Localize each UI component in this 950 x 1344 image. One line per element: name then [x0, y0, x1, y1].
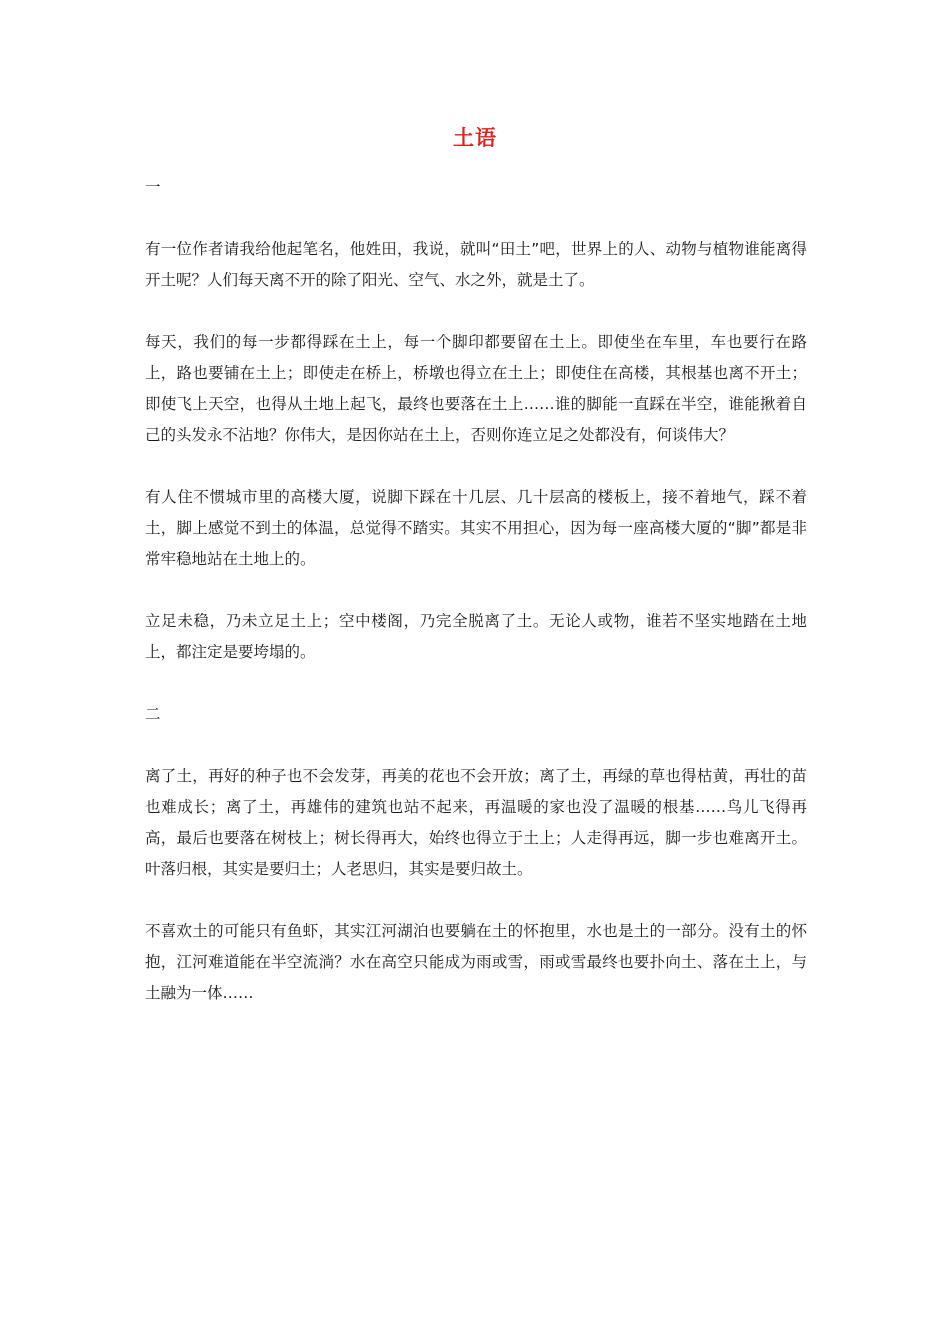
paragraph: 有一位作者请我给他起笔名，他姓田，我说，就叫“田土”吧，世界上的人、动物与植物谁能离得开土呢？人们每天离不开的除了阳光、空气、水之外，就是土了。: [145, 240, 807, 289]
paragraph: 不喜欢土的可能只有鱼虾，其实江河湖泊也要躺在土的怀抱里，水也是土的一部分。没有土的怀抱，江河难道能在半空流淌？水在高空只能成为雨或雪，雨或雪最终也要扑向土、落在土上，与土融为一体……: [145, 922, 807, 1002]
section-marker-1: 一: [145, 178, 161, 196]
paragraph: 每天，我们的每一步都得踩在土上，每一个脚印都要留在土上。即使坐在车里，车也要行在路上，路也要铺在土上；即使走在桥上，桥墩也得立在土上；即使住在高楼，其根基也离不开土；即使飞上天空，也得从土地上起飞，最终也要落在土上……谁的脚能一直踩在半空，谁能揪着自己的头发永不沾地？你伟大，是因你站在土上，否则你连立足之处都没有，何谈伟大？: [145, 333, 807, 444]
document-body: [145, 172, 807, 1009]
section-marker-2: 二: [145, 705, 161, 723]
paragraph: 立足未稳，乃未立足土上；空中楼阁，乃完全脱离了土。无论人或物，谁若不坚实地踏在土地上，都注定是要垮塌的。: [145, 612, 807, 661]
document-title: 土语: [453, 126, 497, 150]
paragraph: 有人住不惯城市里的高楼大厦，说脚下踩在十几层、几十层高的楼板上，接不着地气，踩不着土，脚上感觉不到土的体温，总觉得不踏实。其实不用担心，因为每一座高楼大厦的“脚”都是非常牢稳地站在土地上的。: [145, 488, 807, 568]
paragraph: 离了土，再好的种子也不会发芽，再美的花也不会开放；离了土，再绿的草也得枯黄，再壮的苗也难成长；离了土，再雄伟的建筑也站不起来，再温暖的家也没了温暖的根基……鸟儿飞得再高，最后也要落在树枝上；树长得再大，始终也得立于土上；人走得再远，脚一步也难离开土。叶落归根，其实是要归土；人老思归，其实是要归故土。: [145, 767, 807, 878]
